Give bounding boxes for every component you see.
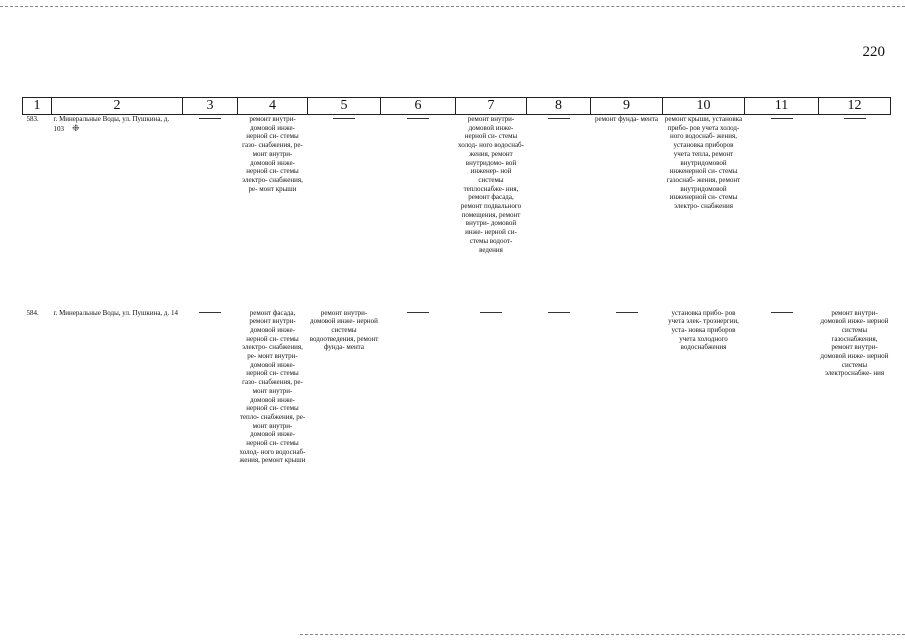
col-header-6: 6: [381, 98, 456, 115]
empty-dash: [407, 312, 429, 313]
empty-dash: [771, 312, 793, 313]
row-number: 583.: [26, 115, 39, 123]
empty-dash: [548, 312, 570, 313]
col-header-12: 12: [819, 98, 891, 115]
col-header-4: 4: [238, 98, 308, 115]
cell-col3: [183, 115, 238, 309]
col-header-8: 8: [527, 98, 591, 115]
scan-border-bottom: [300, 634, 905, 635]
empty-dash: [548, 118, 570, 119]
address-cell: г. Минеральные Воды, ул. Пушкина, д. 14: [53, 308, 178, 317]
cell-col6: [381, 309, 456, 466]
table-row: [23, 309, 891, 466]
empty-dash: [616, 312, 638, 313]
ink-blot-mark: ❉: [72, 122, 80, 133]
col-header-1: 1: [23, 98, 52, 115]
cell-col10: ремонт крыши, установка прибо- ров учета холод- ного водоснаб- жения, установка приборов учета тепла, ремонт внутридомовой инженерной си- стемы газоснаб- жения, ремонт внутридомовой инженерной си- стемы электро- снабжения: [664, 115, 743, 211]
cell-col7: ремонт внутри- домовой инже- нерной си- стемы холод- ного водоснаб- жения, ремонт внутридомо- вой инженер- ной системы теплоснабже- ния, ремонт фасада, ремонт подвального помещения, ремонт внутри- домовой инже- нерной си- стемы водоот- ведения: [458, 115, 524, 254]
cell-col8: [527, 309, 591, 466]
cell-col11: [745, 309, 819, 466]
cell-col11: [745, 115, 819, 309]
cell-col9: [591, 309, 663, 466]
cell-col4: ремонт фасада, ремонт внутри- домовой инже- нерной си- стемы электро- снабжения, ре- монт внутри- домовой инже- нерной си- стемы газо- снабжения, ре- монт внутри- домовой инже- нерной си- стемы тепло- снабжения, ре- монт внутри- домовой инже- нерной си- стемы холод- ного водоснаб- жения, ремонт крыши: [239, 308, 306, 465]
empty-dash: [199, 118, 221, 119]
address-text: г. Минеральные Воды, ул. Пушкина, д. 103: [53, 115, 170, 133]
col-header-3: 3: [183, 98, 238, 115]
cell-col8: [527, 115, 591, 309]
empty-dash: [844, 118, 866, 119]
cell-col5: [308, 115, 381, 309]
cell-col12: [819, 115, 891, 309]
cell-col7: [456, 309, 527, 466]
col-header-7: 7: [456, 98, 527, 115]
empty-dash: [480, 312, 502, 313]
cell-col4: ремонт внутри- домовой инже- нерной си- стемы газо- снабжения, ре- монт внутри- домовой инже- нерной си- стемы электро- снабжения, ре- монт крыши: [242, 115, 303, 193]
register-table: [22, 97, 891, 465]
empty-dash: [199, 312, 221, 313]
col-header-9: 9: [591, 98, 663, 115]
empty-dash: [407, 118, 429, 119]
cell-col12: ремонт внутри- домовой инже- нерной системы газоснабжения, ремонт внутри- домовой инже- нерной системы электроснабже- ния: [820, 308, 889, 378]
col-header-11: 11: [745, 98, 819, 115]
col-header-2: 2: [52, 98, 183, 115]
header-row: [23, 98, 891, 115]
empty-dash: [333, 118, 355, 119]
cell-col6: [381, 115, 456, 309]
table-row: [23, 115, 891, 309]
address-cell: [52, 115, 183, 309]
cell-col3: [183, 309, 238, 466]
cell-col5: ремонт внутри- домовой инже- нерной системы водоотведения, ремонт фунда- мента: [309, 308, 379, 352]
row-number: 584.: [26, 308, 39, 317]
scan-border-top: [0, 6, 905, 7]
page-number: 220: [862, 44, 885, 60]
empty-dash: [771, 118, 793, 119]
cell-col10: установка прибо- ров учета элек- троэнергии, уста- новка приборов учета холодного водоснабжения: [668, 308, 739, 352]
col-header-10: 10: [663, 98, 745, 115]
cell-col9: ремонт фунда- мента: [595, 115, 658, 123]
col-header-5: 5: [308, 98, 381, 115]
